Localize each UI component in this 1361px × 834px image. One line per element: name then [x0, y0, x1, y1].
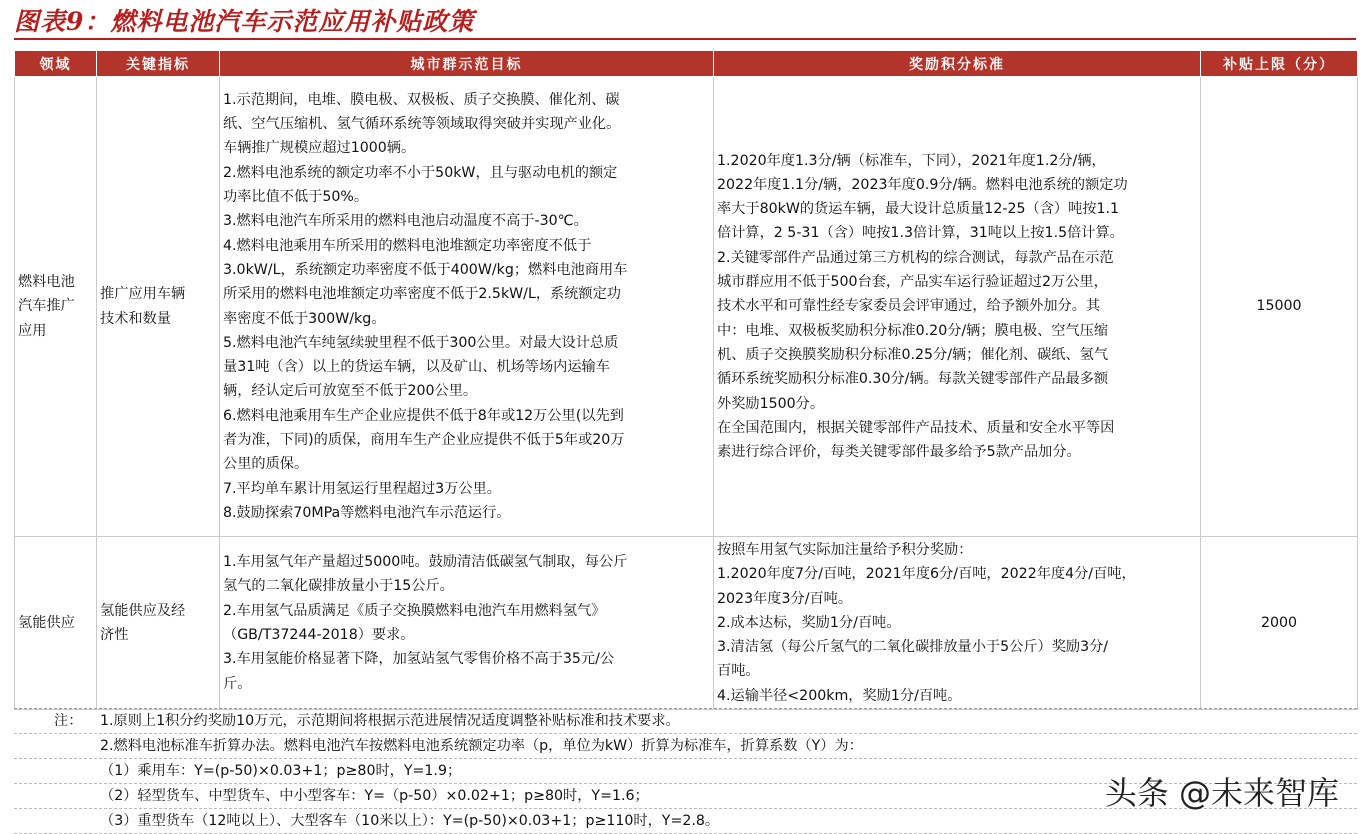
header-cell: 补贴上限（分）: [1201, 51, 1358, 77]
cell-line: 量31吨（含）以上的货运车辆，以及矿山、机场等场内运输车: [223, 359, 610, 376]
cell-line: 中：电堆、双极板奖励积分标准0.20分/辆；膜电极、空气压缩: [717, 322, 1109, 339]
cell-line: 辆，经认定后可放宽至不低于200公里。: [223, 383, 478, 400]
note-text: （1）乘用车：Y=(p-50)×0.03+1；p≥80时，Y=1.9；: [100, 763, 462, 779]
figure-title: 图表9：燃料电池汽车示范应用补贴政策: [14, 7, 475, 36]
cell-line: 公里的质保。: [223, 456, 309, 473]
cell-line: 1.2020年度1.3分/辆（标准车，下同），2021年度1.2分/辆，: [717, 152, 1106, 169]
cell-line: 率大于80kW的货运车辆，最大设计总质量12-25（含）吨按1.1: [717, 201, 1120, 218]
note-text: 1.原则上1积分约奖励10万元，示范期间将根据示范进展情况适度调整补贴标准和技术要求。: [100, 713, 680, 729]
cell-line: 3.燃料电池汽车所采用的燃料电池启动温度不高于-30℃。: [223, 213, 588, 230]
header-cell: 关键指标: [97, 51, 220, 77]
cap-cell: 15000: [1201, 77, 1358, 537]
cell-line: 机、质子交换膜奖励积分标准0.25分/辆；催化剂、碳纸、氢气: [717, 346, 1109, 363]
header-cell: 领域: [15, 51, 97, 77]
cell-line: 外奖励1500分。: [717, 395, 825, 412]
rewards-cell: [714, 77, 1201, 537]
cell-line: 2.关键零部件产品通过第三方机构的综合测试，每款产品在示范: [717, 249, 1114, 266]
cell-line: 2.成本达标，奖励1分/百吨。: [717, 614, 901, 631]
cell-line: 技术和数量: [100, 310, 171, 327]
cell-line: 推广应用车辆: [100, 286, 186, 303]
cell-line: 1.示范期间，电堆、膜电极、双极板、质子交换膜、催化剂、碳: [223, 91, 620, 108]
table-row: [15, 537, 1358, 710]
cell-line: 3.0kW/L，系统额定功率密度不低于400W/kg；燃料电池商用车: [223, 261, 628, 278]
cell-line: 1.车用氢气年产量超过5000吨。鼓励清洁低碳氢气制取，每公斤: [223, 554, 628, 571]
cell-line: 1.2020年度7分/百吨，2021年度6分/百吨，2022年度4分/百吨，: [717, 566, 1136, 583]
domain-cell: [15, 537, 97, 710]
cell-line: 素进行综合评价，每类关键零部件最多给予5款产品加分。: [717, 444, 1081, 461]
cell-line: 纸、空气压缩机、氢气循环系统等领域取得突破并实现产业化。: [223, 116, 621, 133]
subsidy-policy-table: [14, 50, 1358, 710]
cell-line: 技术水平和可靠性经专家委员会评审通过，给予额外加分。其: [717, 298, 1101, 315]
watermark: 头条 @未来智库: [1104, 774, 1339, 812]
cell-line: 7.平均单车累计用氢运行里程超过3万公里。: [223, 480, 501, 497]
cell-line: 6.燃料电池乘用车生产企业应提供不低于8年或12万公里(以先到: [223, 407, 624, 424]
cell-line: 氢能供应: [18, 614, 75, 631]
cell-line: 3.车用氢能价格显著下降，加氢站氢气零售价格不高于35元/公: [223, 651, 615, 668]
table-row: [15, 77, 1358, 537]
domain-cell: [15, 77, 97, 537]
cell-line: 所采用的燃料电池堆额定功率密度不低于2.5kW/L，系统额定功: [223, 286, 621, 303]
cap-cell: 2000: [1201, 537, 1358, 710]
cell-line: 2023年度3分/百吨。: [717, 590, 853, 607]
header-cell: 奖励积分标准: [714, 51, 1201, 77]
cell-line: 百吨。: [717, 663, 760, 680]
cell-line: 城市群应用不低于500台套，产品实车运行验证超过2万公里，: [717, 274, 1108, 291]
cell-line: 车辆推广规模应超过1000辆。: [223, 140, 416, 157]
cell-line: 5.燃料电池汽车纯氢续驶里程不低于300公里。对最大设计总质: [223, 334, 619, 351]
notes-label: 注：: [54, 713, 83, 729]
note-row: [14, 734, 1357, 759]
cell-line: 2.燃料电池系统的额定功率不小于50kW，且与驱动电机的额定: [223, 164, 618, 181]
rewards-cell: [714, 537, 1201, 710]
cell-line: 倍计算，2 5-31（含）吨按1.3倍计算，31吨以上按1.5倍计算。: [717, 225, 1124, 242]
header-cell: 城市群示范目标: [220, 51, 714, 77]
cell-line: 3.清洁氢（每公斤氢气的二氧化碳排放量小于5公斤）奖励3分/: [717, 639, 1109, 656]
cell-line: 应用: [18, 322, 47, 339]
cell-line: 济性: [100, 627, 129, 644]
cell-line: 循环系统奖励积分标准0.30分/辆。每款关键零部件产品最多额: [717, 371, 1109, 388]
indicator-cell: [97, 77, 220, 537]
indicator-cell: [97, 537, 220, 710]
note-row: [14, 709, 1357, 734]
note-text: （3）重型货车（12吨以上）、大型客车（10米以上）：Y=(p-50)×0.03+1；p≥110时，Y=2.8。: [100, 813, 720, 829]
title-divider: [14, 38, 1356, 40]
cell-line: 2022年度1.1分/辆，2023年度0.9分/辆。燃料电池系统的额定功: [717, 176, 1128, 193]
table-header-row: [15, 51, 1358, 77]
cell-line: 者为准，下同)的质保，商用车生产企业应提供不低于5年或20万: [223, 431, 625, 448]
cell-line: 功率比值不低于50%。: [223, 189, 369, 206]
targets-cell: [220, 77, 714, 537]
cell-line: 汽车推广: [18, 298, 75, 315]
cell-line: 氢能供应及经: [100, 602, 186, 619]
cell-line: 2.车用氢气品质满足《质子交换膜燃料电池汽车用燃料氢气》: [223, 602, 606, 619]
cell-line: 8.鼓励探索70MPa等燃料电池汽车示范运行。: [223, 504, 511, 521]
cell-line: 4.燃料电池乘用车所采用的燃料电池堆额定功率密度不低于: [223, 237, 592, 254]
cell-line: 率密度不低于300W/kg。: [223, 310, 386, 327]
cell-line: （GB/T37244-2018）要求。: [223, 627, 415, 644]
cell-line: 按照车用氢气实际加注量给予积分奖励：: [717, 542, 973, 558]
note-text: 2.燃料电池标准车折算办法。燃料电池汽车按燃料电池系统额定功率（p，单位为kW）折算为标准车，折算系数（Y）为：: [100, 738, 863, 754]
cell-line: 斤。: [223, 675, 252, 692]
cell-line: 4.运输半径<200km，奖励1分/百吨。: [717, 687, 962, 704]
cell-line: 氢气的二氧化碳排放量小于15公斤。: [223, 578, 454, 595]
cell-line: 燃料电池: [18, 274, 75, 291]
targets-cell: [220, 537, 714, 710]
cell-line: 在全国范围内，根据关键零部件产品技术、质量和安全水平等因: [717, 419, 1115, 436]
note-text: （2）轻型货车、中型货车、中小型客车：Y=（p-50）×0.02+1；p≥80时，Y=1.6；: [100, 788, 649, 804]
